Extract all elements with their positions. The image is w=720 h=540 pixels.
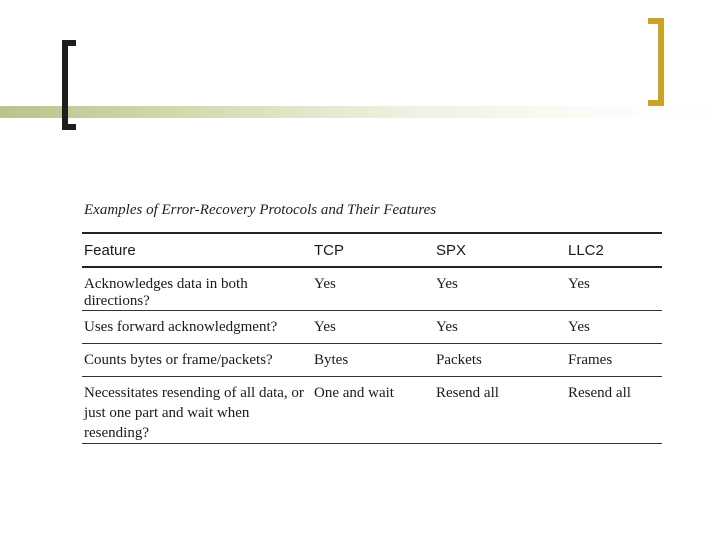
cell-tcp: One and wait bbox=[312, 377, 434, 444]
table-row bbox=[82, 267, 662, 311]
cell-tcp: Yes bbox=[312, 311, 434, 344]
header-llc2: LLC2 bbox=[566, 233, 662, 267]
cell-spx: Yes bbox=[434, 311, 566, 344]
cell-llc2: Yes bbox=[566, 311, 662, 344]
cell-spx: Resend all bbox=[434, 377, 566, 444]
header-spx: SPX bbox=[434, 233, 566, 267]
cell-feature: Acknowledges data in both directions? bbox=[82, 267, 312, 311]
protocols-table bbox=[82, 232, 662, 444]
cell-feature: Counts bytes or frame/packets? bbox=[82, 344, 312, 377]
header-tcp: TCP bbox=[312, 233, 434, 267]
cell-llc2: Resend all bbox=[566, 377, 662, 444]
cell-spx: Packets bbox=[434, 344, 566, 377]
cell-llc2: Frames bbox=[566, 344, 662, 377]
table-header-row bbox=[82, 233, 662, 267]
decorative-band bbox=[0, 106, 720, 118]
cell-tcp: Bytes bbox=[312, 344, 434, 377]
header-feature: Feature bbox=[82, 233, 312, 267]
right-bracket-decoration bbox=[648, 18, 664, 106]
cell-spx: Yes bbox=[434, 267, 566, 311]
left-bracket-decoration bbox=[62, 40, 76, 130]
cell-tcp: Yes bbox=[312, 267, 434, 311]
cell-feature: Uses forward acknowledgment? bbox=[82, 311, 312, 344]
table-row bbox=[82, 311, 662, 344]
cell-llc2: Yes bbox=[566, 267, 662, 311]
cell-feature: Necessitates resending of all data, or just one part and wait when resending? bbox=[82, 377, 312, 444]
table-row bbox=[82, 344, 662, 377]
table-caption: Examples of Error-Recovery Protocols and Their Features bbox=[84, 202, 437, 218]
table-row bbox=[82, 377, 662, 444]
